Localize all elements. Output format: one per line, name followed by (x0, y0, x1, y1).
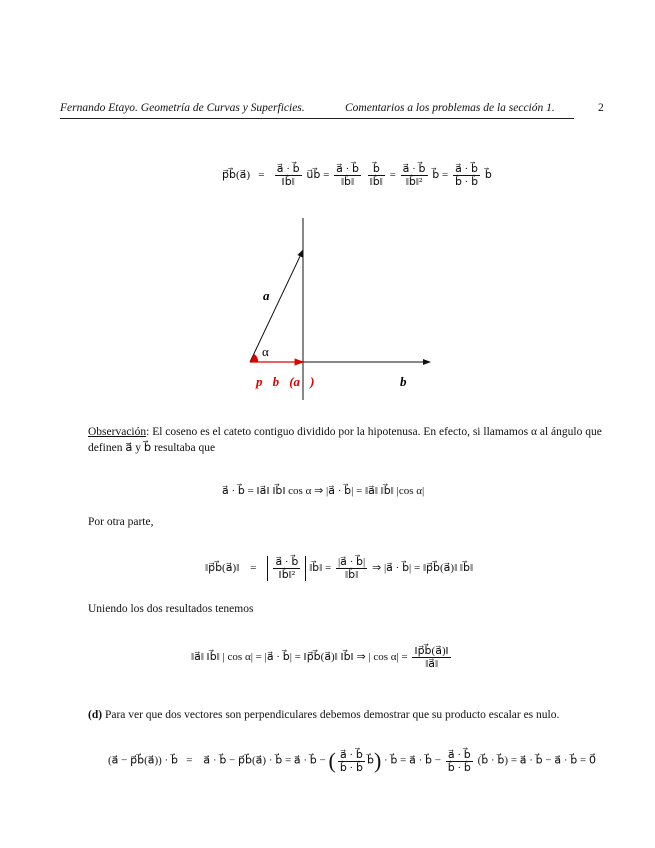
label-proj: p⃗b⃗(a⃗) (256, 374, 315, 389)
equation-dot-product: a⃗ · b⃗ = ‖a⃗‖ ‖b⃗‖ cos α ⇒ |a⃗ · b⃗| = ‖a⃗‖ ‖b⃗‖ |cos α| (222, 485, 425, 497)
label-alpha: α (262, 344, 269, 359)
projection-figure (230, 210, 450, 410)
header-rule (60, 118, 574, 119)
header-left: Fernando Etayo. Geometría de Curvas y Superficies. (60, 102, 305, 114)
por-otra-parte: Por otra parte, (88, 516, 154, 528)
header-middle: Comentarios a los problemas de la sección 1. (345, 102, 555, 114)
equation-perpendicular: (a⃗ − p⃗b⃗(a⃗)) · b⃗ = a⃗ · b⃗ − p⃗b⃗(a⃗) · b⃗ = a⃗ · b⃗ − ( $\frac{a⃗ \cdot b⃗}{b⃗ \cdot b⃗}$ b⃗) · b⃗ = a⃗ · b⃗ − $\frac{a⃗ \cdot b⃗}{b⃗ \cdot b⃗}$ (b⃗ · b⃗) = a⃗ · b⃗ − a⃗ · b⃗ = 0⃗ (108, 748, 596, 774)
equation-projection-norm: ‖p⃗b⃗(a⃗)‖ = $\frac{a⃗ \cdot b⃗}{\text{‖b⃗‖²}}$ ‖b⃗‖ = $\frac{|a⃗ \cdot b⃗|}{‖b⃗‖}$ ⇒ |a⃗ · b⃗| = ‖p⃗b⃗(a⃗)‖ ‖b⃗‖ (205, 556, 474, 581)
uniendo: Uniendo los dos resultados tenemos (88, 603, 254, 615)
label-a: a⃗ (263, 288, 280, 303)
equation-cosine: ‖a⃗‖ ‖b⃗‖ | cos α| = |a⃗ · b⃗| = ‖p⃗b⃗(a⃗)‖ ‖b⃗‖ ⇒ | cos α| = $\frac{‖p⃗b⃗(a⃗)‖}{‖a⃗‖}$ (191, 645, 449, 670)
observacion-paragraph: Observación: El coseno es el cateto contiguo dividido por la hipotenusa. En efecto, si llamamos α al ángulo que definen a⃗ y b⃗ resultaba que (88, 426, 602, 454)
angle-marker (250, 354, 258, 362)
equation-projection: p⃗b⃗(a⃗) = $\frac{a⃗ \cdot b⃗}{‖b⃗‖}$ u⃗b⃗ = $\frac{a⃗ \cdot b⃗}{‖b⃗‖}$ $\frac{b⃗}{‖b⃗‖}$ = $\frac{a⃗ \cdot b⃗}{\text{‖b⃗‖²}}$ b⃗ = $\frac{a⃗ \cdot b⃗}{b⃗ \cdot b⃗}$ b⃗ (222, 163, 492, 188)
page-number: 2 (598, 102, 604, 114)
part-d-label: (d) (88, 709, 103, 721)
part-d-paragraph: (d) Para ver que dos vectores son perpendiculares debemos demostrar que su producto escalar es nulo. (88, 709, 560, 721)
label-b: b⃗ (400, 374, 417, 389)
observacion-title: Observación (88, 426, 147, 438)
vector-a-arrow (250, 250, 303, 362)
